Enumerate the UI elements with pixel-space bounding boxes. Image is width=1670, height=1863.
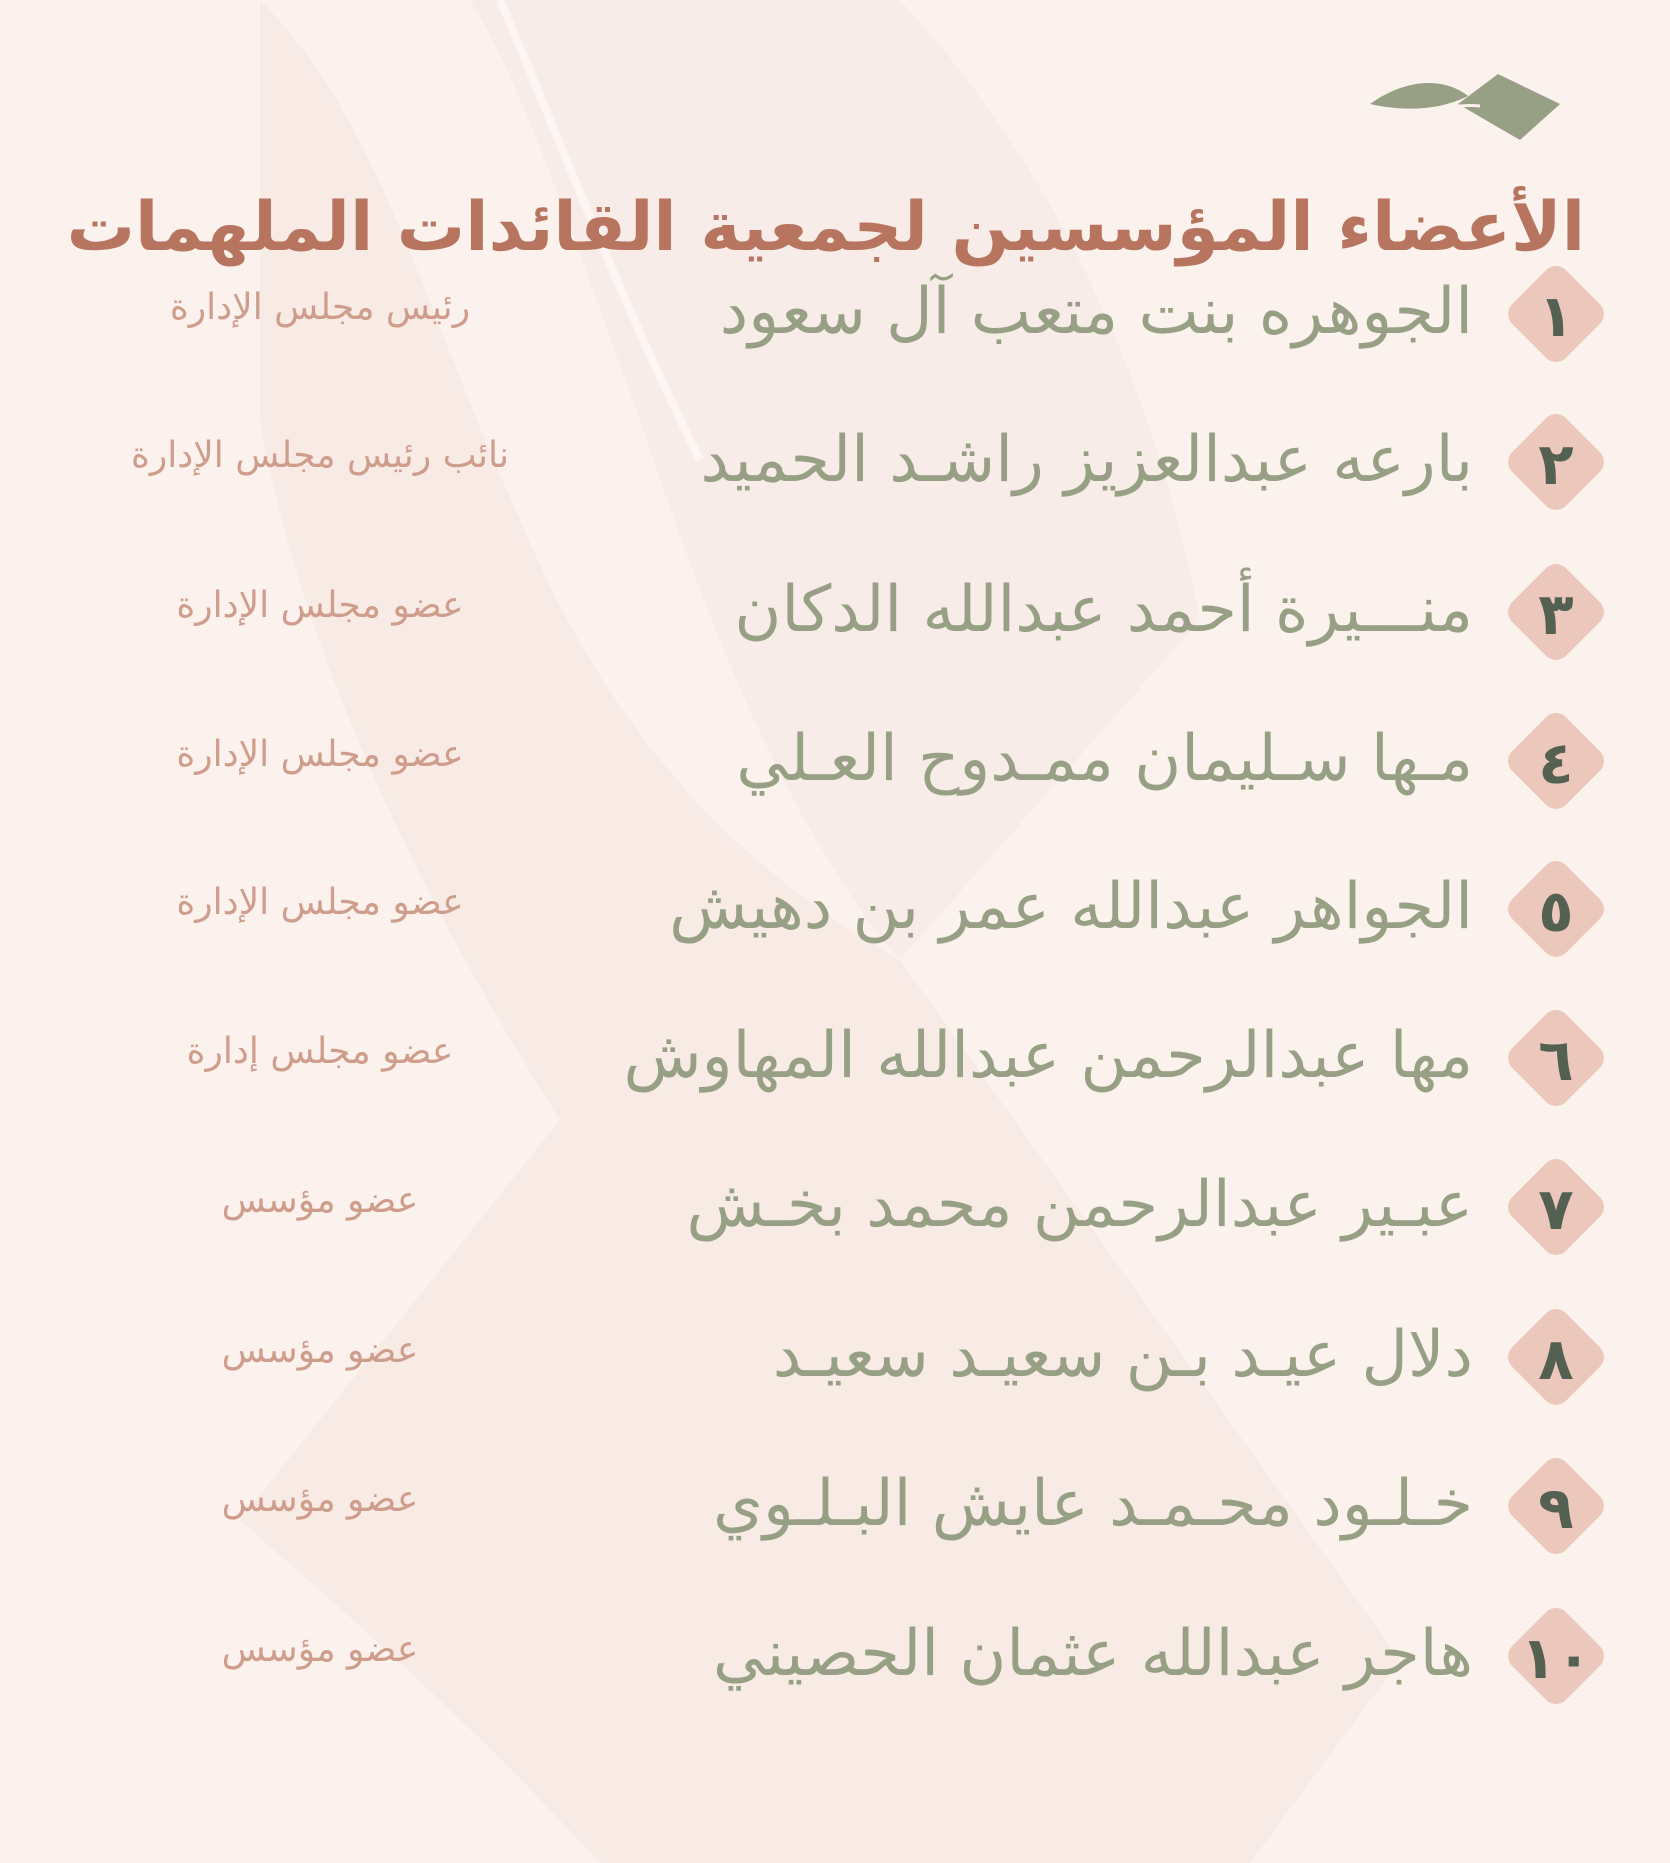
member-number: ٢ bbox=[1538, 430, 1574, 498]
member-row bbox=[0, 982, 1670, 1132]
member-name: الجواهر عبدالله عمر بن دهيش bbox=[669, 870, 1473, 944]
number-badge bbox=[1502, 1602, 1610, 1710]
logo-icon bbox=[1360, 68, 1570, 148]
member-name: منـــيرة أحمد عبدالله الدكان bbox=[734, 573, 1473, 647]
member-name: الجوهره بنت متعب آل سعود bbox=[719, 275, 1473, 349]
member-row bbox=[0, 1580, 1670, 1730]
number-badge bbox=[1502, 408, 1610, 516]
member-row bbox=[0, 685, 1670, 835]
member-role: عضو مؤسس bbox=[221, 1629, 419, 1670]
number-badge bbox=[1502, 260, 1610, 368]
member-role: عضو مجلس الإدارة bbox=[176, 585, 464, 626]
member-role: عضو مجلس إدارة bbox=[186, 1031, 454, 1072]
member-name: بارعه عبدالعزيز راشـد الحميد bbox=[700, 423, 1473, 497]
member-number: ٤ bbox=[1538, 729, 1574, 797]
member-role: عضو مجلس الإدارة bbox=[176, 882, 464, 923]
member-name: مـها سـليمان ممـدوح العـلي bbox=[736, 722, 1473, 796]
member-row bbox=[0, 833, 1670, 983]
member-row bbox=[0, 536, 1670, 686]
page-title: الأعضاء المؤسسين لجمعية القائدات الملهمات bbox=[66, 188, 1585, 267]
member-number: ٩ bbox=[1538, 1474, 1574, 1542]
member-row bbox=[0, 1281, 1670, 1431]
number-badge bbox=[1502, 707, 1610, 815]
member-role: عضو مؤسس bbox=[221, 1330, 419, 1371]
number-badge bbox=[1502, 1452, 1610, 1560]
member-row bbox=[0, 1430, 1670, 1580]
member-name: خـلـود محـمـد عايش البـلـوي bbox=[712, 1467, 1473, 1541]
member-role: رئيس مجلس الإدارة bbox=[169, 287, 471, 328]
member-number: ٥ bbox=[1538, 877, 1574, 945]
member-number: ٧ bbox=[1538, 1175, 1574, 1243]
number-badge bbox=[1502, 855, 1610, 963]
member-name: هاجر عبدالله عثمان الحصيني bbox=[712, 1617, 1473, 1691]
number-badge bbox=[1502, 1004, 1610, 1112]
number-badge bbox=[1502, 1303, 1610, 1411]
member-number: ٣ bbox=[1538, 580, 1574, 648]
member-role: عضو مؤسس bbox=[221, 1479, 419, 1520]
member-name: دلال عيـد بـن سعيـد سعيـد bbox=[772, 1318, 1473, 1392]
member-role: نائب رئيس مجلس الإدارة bbox=[131, 435, 509, 476]
number-badge bbox=[1502, 558, 1610, 666]
member-number: ١ bbox=[1538, 282, 1574, 350]
member-role: عضو مجلس الإدارة bbox=[176, 734, 464, 775]
member-number: ٨ bbox=[1538, 1325, 1574, 1393]
member-row bbox=[0, 386, 1670, 536]
member-row bbox=[0, 1131, 1670, 1281]
member-role: عضو مؤسس bbox=[221, 1180, 419, 1221]
member-name: مها عبدالرحمن عبدالله المهاوش bbox=[623, 1019, 1473, 1093]
number-badge bbox=[1502, 1153, 1610, 1261]
member-name: عبـير عبدالرحمن محمد بخـش bbox=[686, 1168, 1473, 1242]
member-row bbox=[0, 238, 1670, 388]
member-number: ٦ bbox=[1538, 1026, 1574, 1094]
member-number: ١٠ bbox=[1520, 1624, 1592, 1692]
